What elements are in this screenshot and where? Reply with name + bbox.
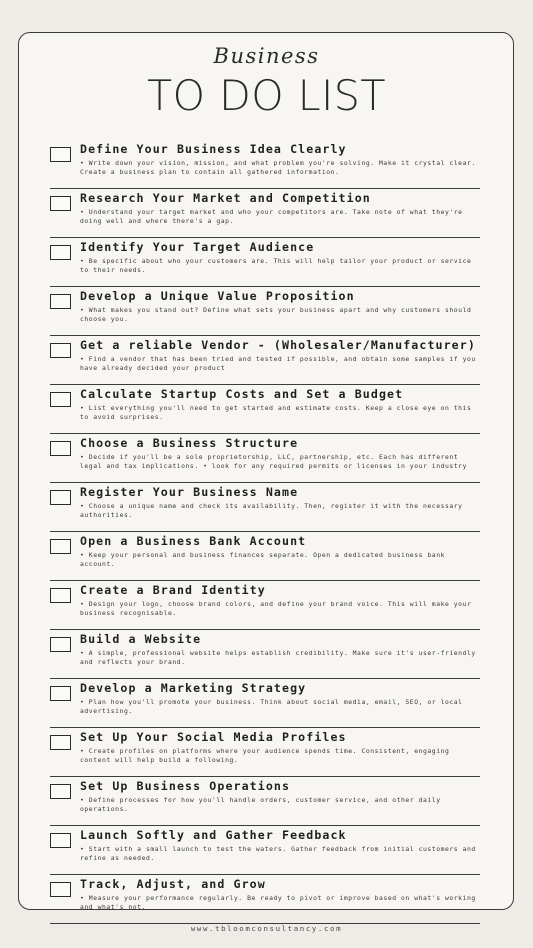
todo-item-title: Develop a Marketing Strategy — [80, 681, 307, 695]
todo-item-title: Build a Website — [80, 632, 202, 646]
todo-item-description: • Plan how you'll promote your business. Think about social media, email, SEO, or local advertising. — [80, 698, 463, 715]
todo-item-description: • List everything you'll need to get started and estimate costs. Keep a close eye on this to avoid surprises. — [80, 404, 472, 421]
todo-item-title: Open a Business Bank Account — [80, 534, 307, 548]
todo-item-title: Register Your Business Name — [80, 485, 299, 499]
todo-item — [50, 191, 480, 238]
checkbox[interactable] — [50, 441, 71, 456]
checkbox[interactable] — [50, 147, 71, 162]
todo-item-description: • Create profiles on platforms where your audience spends time. Consistent, engaging content will help build a following. — [80, 747, 450, 764]
footer-url[interactable]: www.tbloomconsultancy.com — [190, 924, 343, 933]
todo-item — [50, 583, 480, 630]
checkbox[interactable] — [50, 735, 71, 750]
script-title: Business — [213, 44, 320, 68]
todo-item-title: Calculate Startup Costs and Set a Budget — [80, 387, 404, 401]
todo-item-description: • Write down your vision, mission, and what problem you're solving. Make it crystal clear. Create a business plan to contain all gathered information. — [80, 159, 476, 176]
page-title: TO DO LIST — [146, 71, 387, 120]
todo-item-title: Develop a Unique Value Proposition — [80, 289, 355, 303]
todo-item-description: • Define processes for how you'll handle orders, customer service, and other daily operations. — [80, 796, 441, 813]
todo-item-title: Track, Adjust, and Grow — [80, 877, 266, 891]
todo-item-title: Identify Your Target Audience — [80, 240, 315, 254]
todo-item-description: • Understand your target market and who your competitors are. Take note of what they're doing well and where there's a gap. — [80, 208, 463, 225]
todo-item-description: • Design your logo, choose brand colors, and define your brand voice. This will make your business recognisable. — [80, 600, 472, 617]
todo-item-title: Launch Softly and Gather Feedback — [80, 828, 347, 842]
todo-item-title: Get a reliable Vendor - (Wholesaler/Manufacturer) — [80, 338, 476, 352]
todo-item-title: Choose a Business Structure — [80, 436, 299, 450]
checkbox[interactable] — [50, 490, 71, 505]
checkbox[interactable] — [50, 392, 71, 407]
todo-item-title: Set Up Your Social Media Profiles — [80, 730, 347, 744]
checkbox[interactable] — [50, 784, 71, 799]
todo-item-description: • Find a vendor that has been tried and tested if possible, and obtain some samples if you have already decided your product — [80, 355, 476, 372]
todo-item-description: • Be specific about who your customers are. This will help tailor your product or service to their needs. — [80, 257, 472, 274]
todo-item — [50, 289, 480, 336]
todo-item-title: Create a Brand Identity — [80, 583, 266, 597]
todo-item-title: Set Up Business Operations — [80, 779, 291, 793]
checkbox[interactable] — [50, 245, 71, 260]
checkbox[interactable] — [50, 588, 71, 603]
todo-item-description: • A simple, professional website helps establish credibility. Make sure it's user-friendly and reflects your brand. — [80, 649, 476, 666]
todo-item — [50, 632, 480, 679]
todo-item — [50, 240, 480, 287]
todo-item-description: • What makes you stand out? Define what sets your business apart and why customers should choose you. — [80, 306, 472, 323]
todo-item — [50, 387, 480, 434]
todo-item — [50, 485, 480, 532]
todo-item-description: • Start with a small launch to test the waters. Gather feedback from initial customers and refine as needed. — [80, 845, 476, 862]
checkbox[interactable] — [50, 833, 71, 848]
todo-item — [50, 534, 480, 581]
todo-item — [50, 877, 480, 924]
todo-item-description: • Keep your personal and business finances separate. Open a dedicated business bank account. — [80, 551, 445, 568]
checkbox[interactable] — [50, 343, 71, 358]
todo-item-description: • Measure your performance regularly. Be ready to pivot or improve based on what's working and what's not. — [80, 894, 476, 911]
todo-item — [50, 779, 480, 826]
todo-item — [50, 681, 480, 728]
checkbox[interactable] — [50, 196, 71, 211]
checkbox[interactable] — [50, 539, 71, 554]
checkbox[interactable] — [50, 637, 71, 652]
todo-item-description: • Decide if you'll be a sole proprietorship, LLC, partnership, etc. Each has different legal and tax implications. • look for any required permits or licenses in your industry — [80, 453, 467, 470]
todo-item-title: Define Your Business Idea Clearly — [80, 142, 347, 156]
todo-list — [50, 140, 480, 924]
todo-item-description: • Choose a unique name and check its availability. Then, register it with the necessary authorities. — [80, 502, 463, 519]
todo-item — [50, 142, 480, 189]
todo-item-title: Research Your Market and Competition — [80, 191, 371, 205]
todo-item — [50, 436, 480, 483]
todo-item — [50, 338, 480, 385]
checkbox[interactable] — [50, 294, 71, 309]
checkbox[interactable] — [50, 686, 71, 701]
todo-item — [50, 828, 480, 875]
todo-item — [50, 730, 480, 777]
checkbox[interactable] — [50, 882, 71, 897]
